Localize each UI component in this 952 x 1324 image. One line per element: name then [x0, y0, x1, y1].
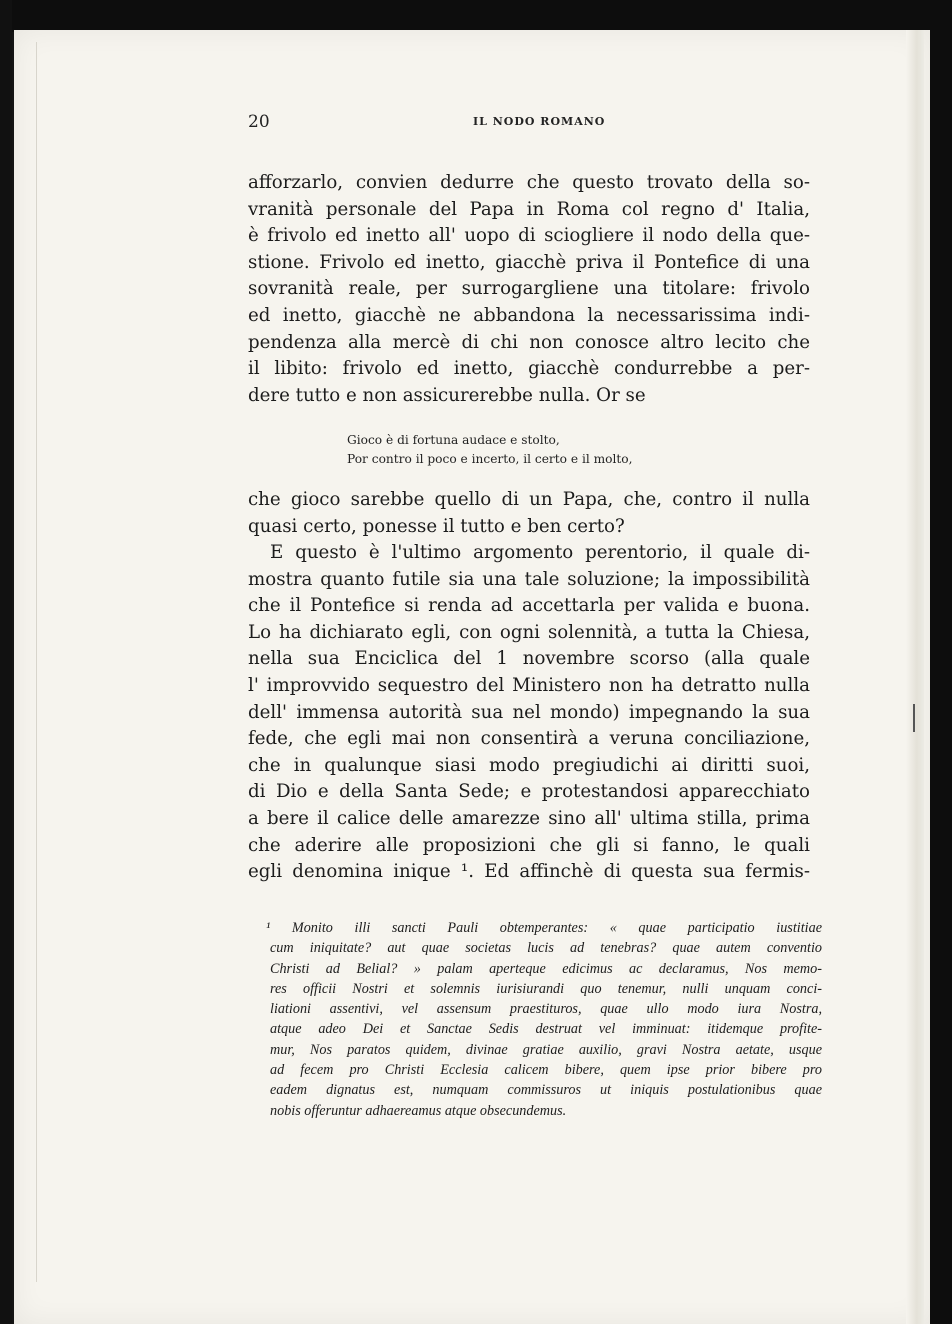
footnote-line: eadem dignatus est, numquam commissuros ut iniquis postulationibus quae: [270, 1082, 822, 1099]
text-line: a bere il calice delle amarezze sino all' ultima stilla, prima: [248, 807, 810, 829]
footnote-line: ¹ Monito illi sancti Pauli obtemperantes: « quae participatio iustitiae: [266, 920, 822, 936]
text-line: fede, che egli mai non consentirà a veruna conciliazione,: [248, 728, 810, 750]
footnote-line: atque adeo Dei et Sanctae Sedis destruat vel imminuat: itidemque profite-: [270, 1021, 822, 1038]
footnote-line: ad fecem pro Christi Ecclesia calicem bibere, quem ipse prior bibere pro: [270, 1062, 822, 1079]
paragraph-3: [248, 540, 810, 886]
footnote-line: mur, Nos paratos quidem, divinae gratiae auxilio, gravi Nostra aetate, usque: [270, 1041, 822, 1058]
scan-border-top: [0, 0, 952, 32]
text-line: che gioco sarebbe quello di un Papa, che, contro il nulla: [248, 489, 810, 510]
text-line: ed inetto, giacchè ne abbandona la necessarissima indi-: [248, 304, 810, 326]
verse-quote: [347, 431, 633, 469]
text-line: dell' immensa autorità sua nel mondo) impegnando la sua: [248, 701, 810, 723]
page-header: [248, 112, 808, 136]
text-line: dere tutto e non assicurerebbe nulla. Or se: [248, 384, 646, 406]
text-line: afforzarlo, convien dedurre che questo trovato della so-: [248, 172, 810, 193]
footnote-line: cum iniquitate? aut quae societas lucis ad tenebras? quae autem conventio: [270, 940, 822, 957]
text-line: nella sua Enciclica del 1 novembre scorso (alla quale: [248, 648, 810, 670]
text-line: pendenza alla mercè di chi non conosce altro lecito che: [248, 331, 810, 353]
text-line: egli denomina inique ¹. Ed affinchè di questa sua fermis-: [248, 861, 810, 883]
quote-line: Por contro il poco e incerto, il certo e il molto,: [347, 452, 633, 466]
scan-border-right: [930, 0, 952, 1324]
text-line: stione. Frivolo ed inetto, giacchè priva il Pontefice di una: [248, 251, 810, 273]
text-line: è frivolo ed inetto all' uopo di sciogliere il nodo della que-: [248, 225, 810, 247]
text-line: che in qualunque siasi modo pregiudichi ai diritti suoi,: [248, 754, 810, 776]
footnote-line: liationi assentivi, vel assensum praestituros, quae ullo modo iura Nostra,: [270, 1001, 822, 1018]
text-line: vranità personale del Papa in Roma col regno d' Italia,: [248, 198, 810, 220]
text-line: sovranità reale, per surrogargliene una titolare: frivolo: [248, 278, 810, 300]
text-line: di Dio e della Santa Sede; e protestandosi apparecchiato: [248, 781, 810, 803]
scan-border-left: [0, 0, 12, 1324]
text-line: Lo ha dichiarato egli, con ogni solennità, a tutta la Chiesa,: [248, 621, 810, 643]
margin-mark: [913, 704, 915, 732]
text-line: mostra quanto futile sia una tale soluzione; la impossibilità: [248, 568, 810, 590]
page-fold-shadow: [906, 30, 924, 1324]
paragraph-1: [248, 170, 810, 409]
paragraph-2: [248, 487, 810, 540]
footnote-line: res officii Nostri et solemnis iurisiurandi quo tenemur, nulli unquam conci-: [270, 980, 822, 997]
text-line: che il Pontefice si renda ad accettarla per valida e buona.: [248, 595, 810, 617]
text-line: quasi certo, ponesse il tutto e ben certo?: [248, 515, 625, 537]
quote-line: Gioco è di fortuna audace e stolto,: [347, 433, 560, 447]
page-edge-line: [36, 42, 37, 1282]
running-title: IL NODO ROMANO: [473, 115, 606, 128]
footnote: [266, 918, 822, 1121]
page-number: 20: [248, 112, 270, 132]
text-line: E questo è l'ultimo argomento perentorio, il quale di-: [270, 542, 810, 563]
footnote-line: nobis offeruntur adhaereamus atque obsecundemus.: [270, 1102, 567, 1119]
text-line: che aderire alle proposizioni che gli si fanno, le quali: [248, 834, 810, 856]
text-line: l' improvvido sequestro del Ministero non ha detratto nulla: [248, 674, 810, 696]
footnote-line: Christi ad Belial? » palam aperteque edicimus ac declaramus, Nos memo-: [270, 960, 822, 977]
text-line: il libito: frivolo ed inetto, giacchè condurrebbe a per-: [248, 358, 810, 380]
